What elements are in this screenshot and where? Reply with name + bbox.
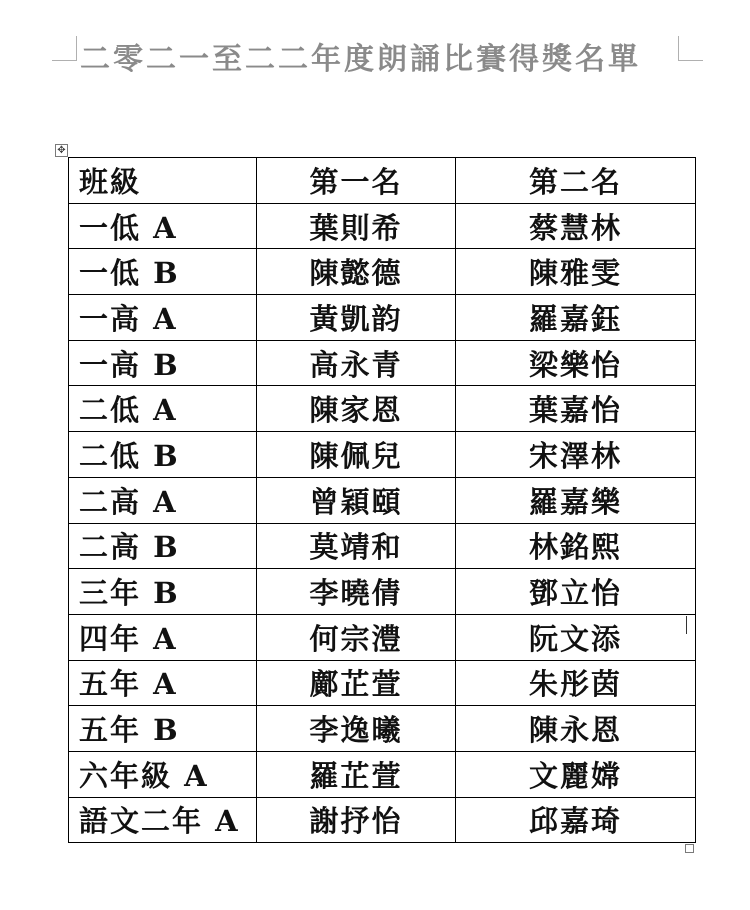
- first-place-cell: 曾穎頤: [257, 477, 456, 523]
- second-place-cell: 陳雅雯: [456, 249, 696, 295]
- class-cell: 二低 A: [69, 386, 257, 432]
- table-row: [69, 295, 696, 341]
- second-place-cell: 文麗嫦: [456, 751, 696, 797]
- class-cell: 五年 B: [69, 706, 257, 752]
- text-cursor: [686, 616, 687, 634]
- table-row: [69, 523, 696, 569]
- second-place-cell: 葉嘉怡: [456, 386, 696, 432]
- table-header-row: [69, 158, 696, 204]
- header-class: 班級: [69, 158, 257, 204]
- first-place-cell: 高永青: [257, 340, 456, 386]
- first-place-cell: 葉則希: [257, 203, 456, 249]
- table-move-handle-icon[interactable]: ✥: [55, 144, 68, 157]
- header-second-place: 第二名: [456, 158, 696, 204]
- table-row: [69, 751, 696, 797]
- class-cell: 六年級 A: [69, 751, 257, 797]
- table-row: [69, 386, 696, 432]
- second-place-cell: 蔡慧林: [456, 203, 696, 249]
- first-place-cell: 陳家恩: [257, 386, 456, 432]
- crop-mark-top-left: [52, 36, 77, 61]
- second-place-cell: 宋澤林: [456, 432, 696, 478]
- header-first-place: 第一名: [257, 158, 456, 204]
- first-place-cell: 陳懿德: [257, 249, 456, 295]
- class-cell: 二低 B: [69, 432, 257, 478]
- page-title: 二零二一至二二年度朗誦比賽得獎名單: [80, 42, 641, 77]
- class-cell: 二高 A: [69, 477, 257, 523]
- first-place-cell: 李逸曦: [257, 706, 456, 752]
- table-row: [69, 569, 696, 615]
- table-row: [69, 660, 696, 706]
- first-place-cell: 黃凱韵: [257, 295, 456, 341]
- second-place-cell: 羅嘉樂: [456, 477, 696, 523]
- class-cell: 一高 B: [69, 340, 257, 386]
- second-place-cell: 邱嘉琦: [456, 797, 696, 843]
- table-row: [69, 340, 696, 386]
- class-cell: 五年 A: [69, 660, 257, 706]
- first-place-cell: 莫靖和: [257, 523, 456, 569]
- class-cell: 四年 A: [69, 614, 257, 660]
- class-cell: 二高 B: [69, 523, 257, 569]
- class-cell: 三年 B: [69, 569, 257, 615]
- table-row: [69, 203, 696, 249]
- class-cell: 一低 B: [69, 249, 257, 295]
- first-place-cell: 謝抒怡: [257, 797, 456, 843]
- table-row: [69, 477, 696, 523]
- second-place-cell: 羅嘉鈺: [456, 295, 696, 341]
- table-row: [69, 614, 696, 660]
- second-place-cell: 林銘熙: [456, 523, 696, 569]
- table-row: [69, 797, 696, 843]
- first-place-cell: 何宗澧: [257, 614, 456, 660]
- crop-mark-top-right: [678, 36, 703, 61]
- second-place-cell: 陳永恩: [456, 706, 696, 752]
- second-place-cell: 朱彤茵: [456, 660, 696, 706]
- class-cell: 一高 A: [69, 295, 257, 341]
- table-row: [69, 249, 696, 295]
- table-resize-handle[interactable]: [685, 844, 694, 853]
- table-row: [69, 706, 696, 752]
- first-place-cell: 羅芷萱: [257, 751, 456, 797]
- first-place-cell: 李曉倩: [257, 569, 456, 615]
- first-place-cell: 鄺芷萱: [257, 660, 456, 706]
- first-place-cell: 陳佩兒: [257, 432, 456, 478]
- class-cell: 語文二年 A: [69, 797, 257, 843]
- class-cell: 一低 A: [69, 203, 257, 249]
- second-place-cell: 鄧立怡: [456, 569, 696, 615]
- second-place-cell: 梁樂怡: [456, 340, 696, 386]
- second-place-cell: 阮文添: [456, 614, 696, 660]
- results-table: [68, 157, 696, 843]
- table-row: [69, 432, 696, 478]
